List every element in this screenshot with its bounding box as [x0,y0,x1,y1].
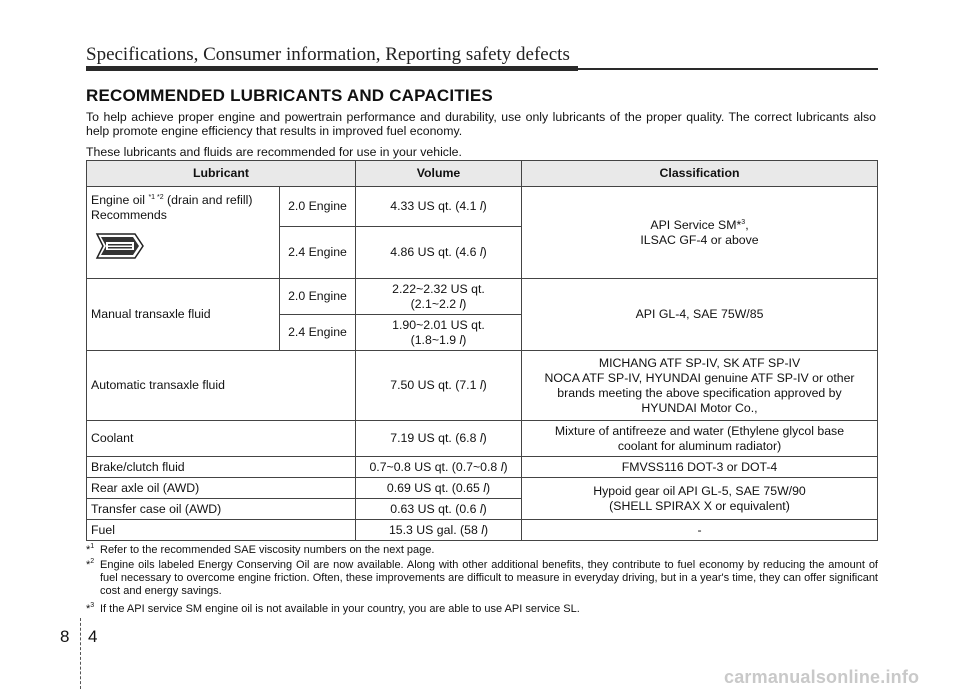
manual-engine-2: 2.4 Engine [280,315,356,351]
automatic-label: Automatic transaxle fluid [87,351,356,421]
table-row [87,457,878,478]
rear-axle-classification: Hypoid gear oil API GL-5, SAE 75W/90 (SHELL SPIRAX X or equivalent) [522,478,878,520]
manual-volume-2: 1.90~2.01 US qt. (1.8~1.9 l) [356,315,522,351]
brake-classification: FMVSS116 DOT-3 or DOT-4 [522,457,878,478]
engine-oil-label: Engine oil [91,193,146,207]
automatic-classification: MICHANG ATF SP-IV, SK ATF SP-IV NOCA ATF SP-IV, HYUNDAI genuine ATF SP-IV or other brands meeting the above specification approved by HYUNDAI Motor Co., [522,351,878,421]
table-row [87,421,878,457]
transfer-volume: 0.63 US qt. (0.6 l) [356,499,522,520]
coolant-label: Coolant [87,421,356,457]
lubricants-table [86,160,878,541]
coolant-volume: 7.19 US qt. (6.8 l) [356,421,522,457]
table-row [87,351,878,421]
manual-engine-1: 2.0 Engine [280,279,356,315]
engine-oil-engine-1: 2.0 Engine [280,187,356,227]
engine-oil-sup: *1 *2 [148,194,164,201]
engine-oil-suffix: (drain and refill) [167,193,253,207]
header-classification: Classification [522,161,878,187]
page-number: 4 [88,627,98,646]
page-header: Specifications, Consumer information, Reporting safety defects [86,44,570,65]
manual-label: Manual transaxle fluid [87,279,280,351]
rear-axle-volume: 0.69 US qt. (0.65 l) [356,478,522,499]
manual-volume-1: 2.22~2.32 US qt. (2.1~2.2 l) [356,279,522,315]
table-row [87,520,878,541]
engine-oil-engine-2: 2.4 Engine [280,227,356,279]
table-row [87,279,878,315]
transfer-label: Transfer case oil (AWD) [87,499,356,520]
watermark: carmanualsonline.info [724,667,920,687]
engine-oil-volume-1: 4.33 US qt. (4.1 l) [356,187,522,227]
engine-oil-classification: API Service SM*$^3$, ILSAC GF-4 or above [522,187,878,279]
footnote-1: *$^1$ Refer to the recommended SAE viscosity numbers on the next page. [86,543,435,556]
footnote-3: *$^3$ If the API service SM engine oil is not available in your country, you are able to use API service SL. [86,602,580,615]
quaker-state-logo-icon [91,231,147,261]
fuel-label: Fuel [87,520,356,541]
coolant-classification: Mixture of antifreeze and water (Ethylene glycol base coolant for aluminum radiator) [522,421,878,457]
fuel-classification: - [522,520,878,541]
header-lubricant: Lubricant [87,161,356,187]
footnote-2: *$^2$ Engine oils labeled Energy Conserving Oil are now available. Along with other additional benefits, they contribute to fuel economy by reducing the amount of fuel necessary to overcome engine friction. Often, these improvements are difficult to measure in everyday driving, but in a year's time, they can offer significant cost and energy savings. [86,558,878,597]
rear-axle-label: Rear axle oil (AWD) [87,478,356,499]
intro-paragraph: To help achieve proper engine and powertrain performance and durability, use only lubricants of the proper quality. The correct lubricants also help promote engine efficiency that results in improved fuel economy. [86,110,876,138]
fuel-volume: 15.3 US gal. (58 l) [356,520,522,541]
page-divider [80,618,81,689]
intro-sentence: These lubricants and fluids are recommended for use in your vehicle. [86,145,462,159]
table-header-row [87,161,878,187]
table-row [87,478,878,499]
chapter-number: 8 [60,627,70,646]
header-volume: Volume [356,161,522,187]
engine-oil-cell [87,187,280,279]
engine-oil-volume-2: 4.86 US qt. (4.6 l) [356,227,522,279]
header-rule-thick [86,66,578,71]
automatic-volume: 7.50 US qt. (7.1 l) [356,351,522,421]
section-title: RECOMMENDED LUBRICANTS AND CAPACITIES [86,86,493,105]
header-rule-thin [578,68,878,70]
table-row [87,187,878,227]
brake-volume: 0.7~0.8 US qt. (0.7~0.8 l) [356,457,522,478]
brake-label: Brake/clutch fluid [87,457,356,478]
manual-classification: API GL-4, SAE 75W/85 [522,279,878,351]
engine-oil-recommends: Recommends [91,208,167,222]
